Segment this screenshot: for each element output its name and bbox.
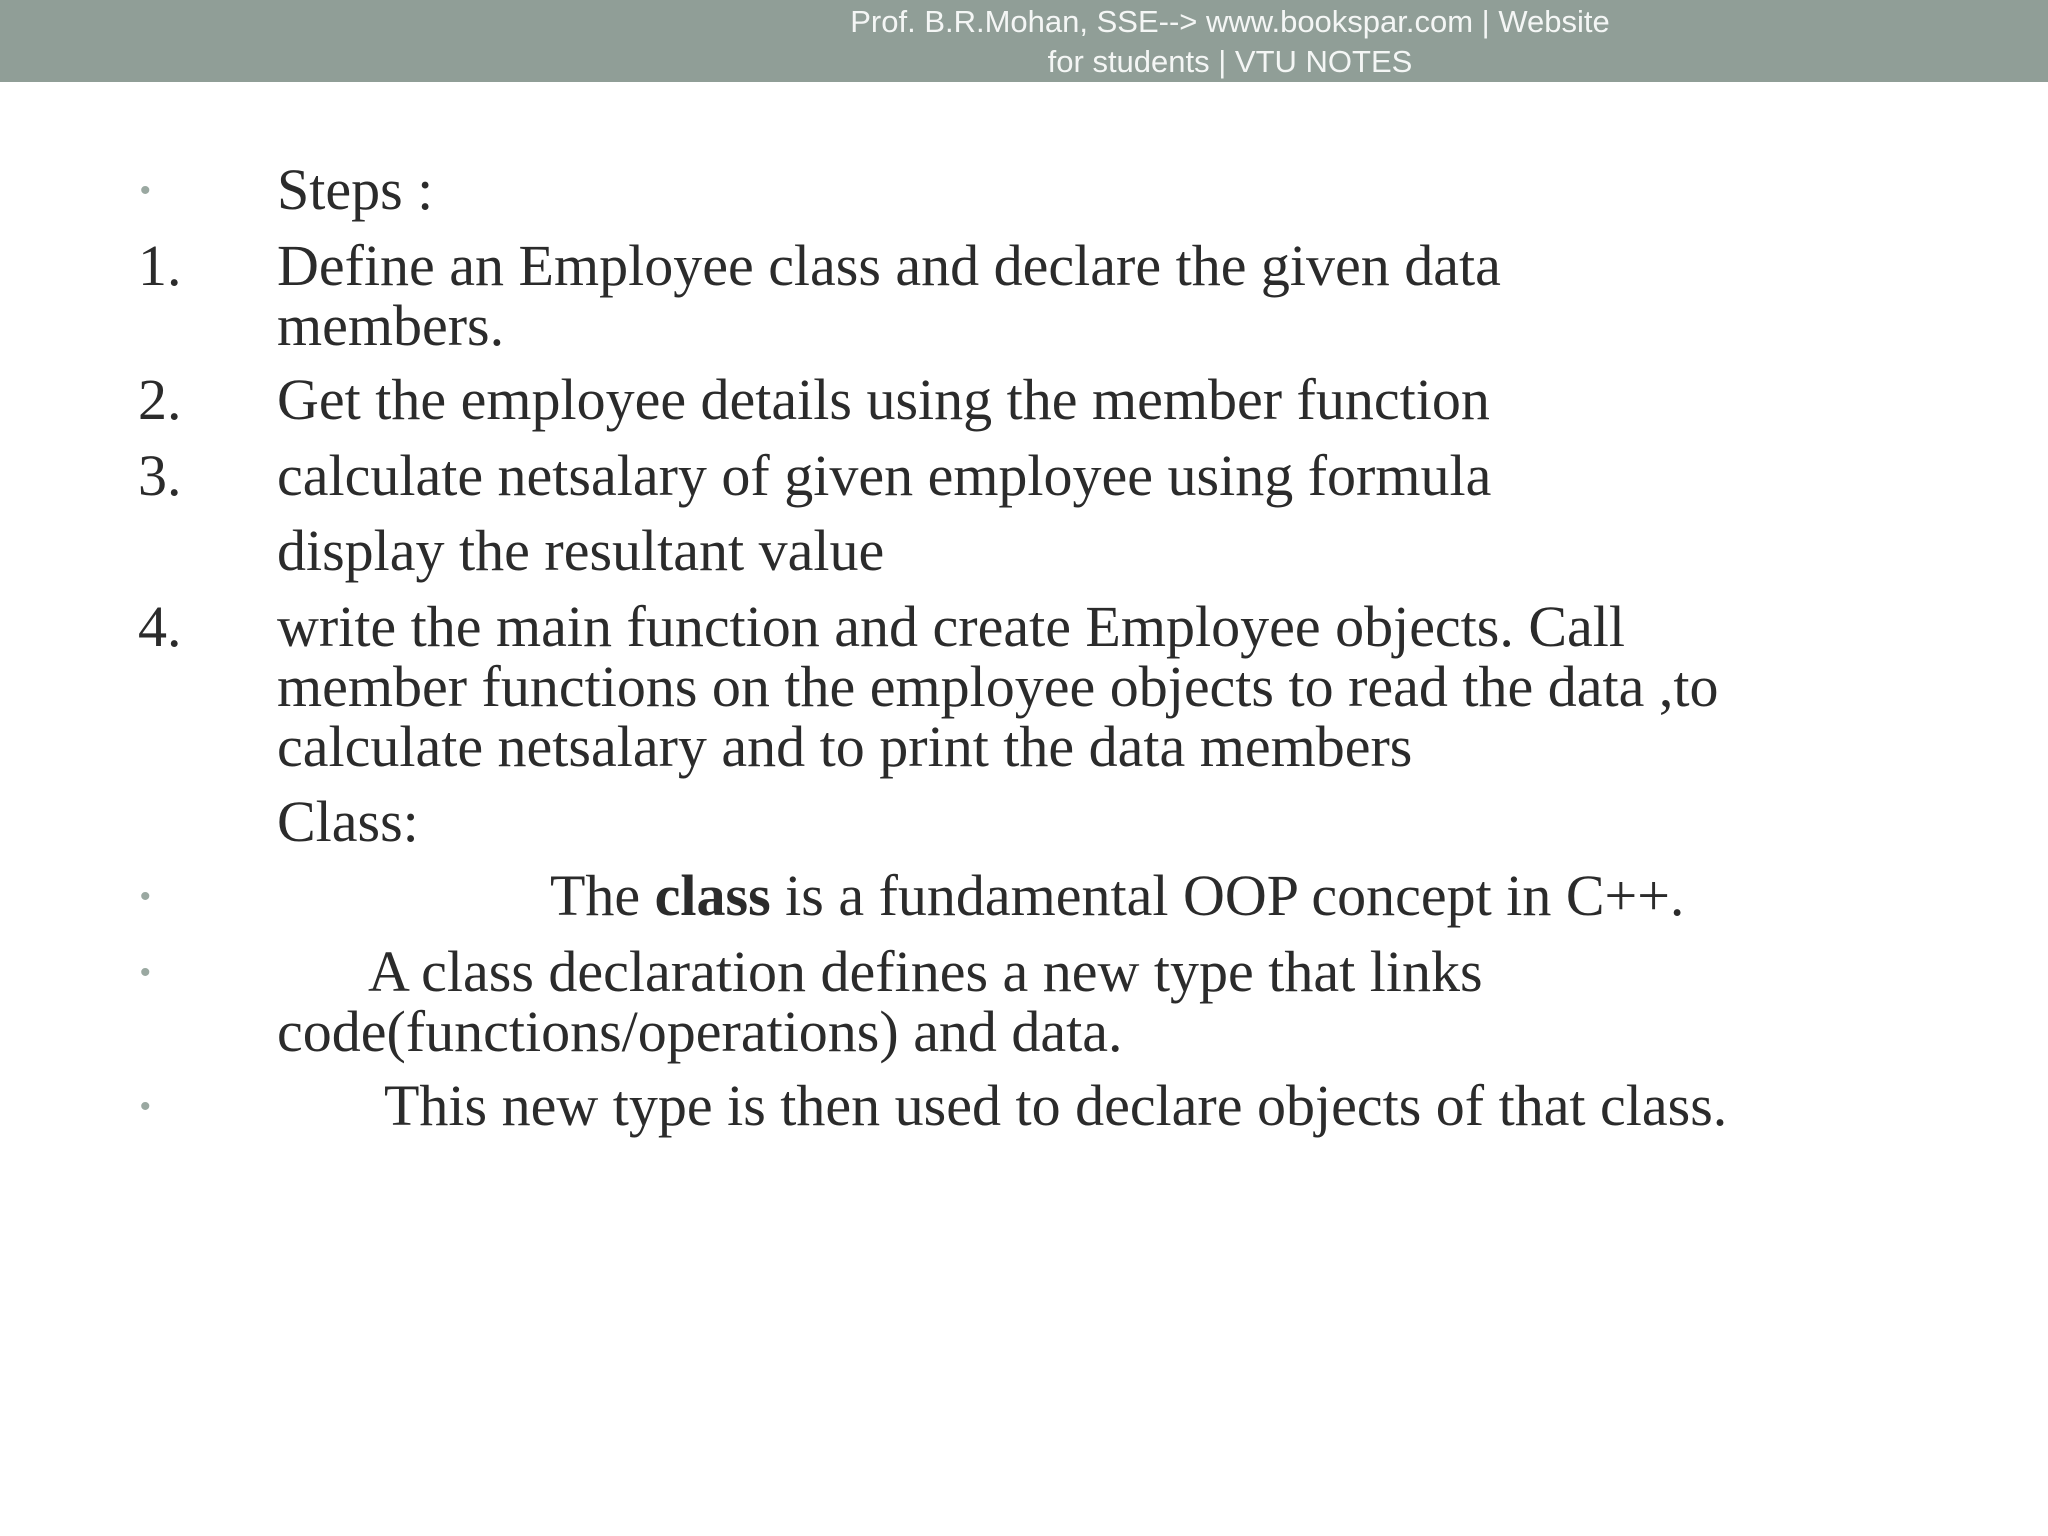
step-4-number: 4. xyxy=(138,594,182,659)
step-1-line-1: Define an Employee class and declare the given data xyxy=(277,233,1501,298)
class-bullet-1-pre: The xyxy=(550,863,655,928)
step-1-number: 1. xyxy=(138,233,182,298)
steps-title: Steps : xyxy=(277,157,434,222)
step-4-line-1: write the main function and create Employee objects. Call xyxy=(277,594,1626,659)
step-3-number: 3. xyxy=(138,443,182,508)
class-bullet-1 xyxy=(550,863,1685,928)
class-bullet-2-line-1: A class declaration defines a new type that links xyxy=(368,939,1483,1004)
step-3-line-1: calculate netsalary of given employee using formula xyxy=(277,443,1492,508)
step-2-line-1: Get the employee details using the member function xyxy=(277,367,1490,432)
class-bullet-1-post: is a fundamental OOP concept in C++. xyxy=(770,863,1685,928)
class-heading: Class: xyxy=(277,789,419,854)
bullet-class-2: • xyxy=(140,956,151,989)
bullet-class-1: • xyxy=(140,880,151,913)
step-2-number: 2. xyxy=(138,367,182,432)
header-line-1: Prof. B.R.Mohan, SSE--> www.bookspar.com | Website xyxy=(850,4,1610,39)
step-4-line-3: calculate netsalary and to print the data members xyxy=(277,714,1413,779)
step-1-line-2: members. xyxy=(277,293,505,358)
bullet-steps: • xyxy=(140,174,151,207)
header-line-2: for students | VTU NOTES xyxy=(1047,44,1413,79)
class-bullet-1-bold: class xyxy=(654,863,771,928)
bullet-class-3: • xyxy=(140,1090,151,1123)
class-bullet-3: This new type is then used to declare objects of that class. xyxy=(384,1073,1728,1138)
step-3-line-2: display the resultant value xyxy=(277,518,885,583)
step-4-line-2: member functions on the employee objects to read the data ,to xyxy=(277,654,1719,719)
class-bullet-2-line-2: code(functions/operations) and data. xyxy=(277,999,1123,1064)
